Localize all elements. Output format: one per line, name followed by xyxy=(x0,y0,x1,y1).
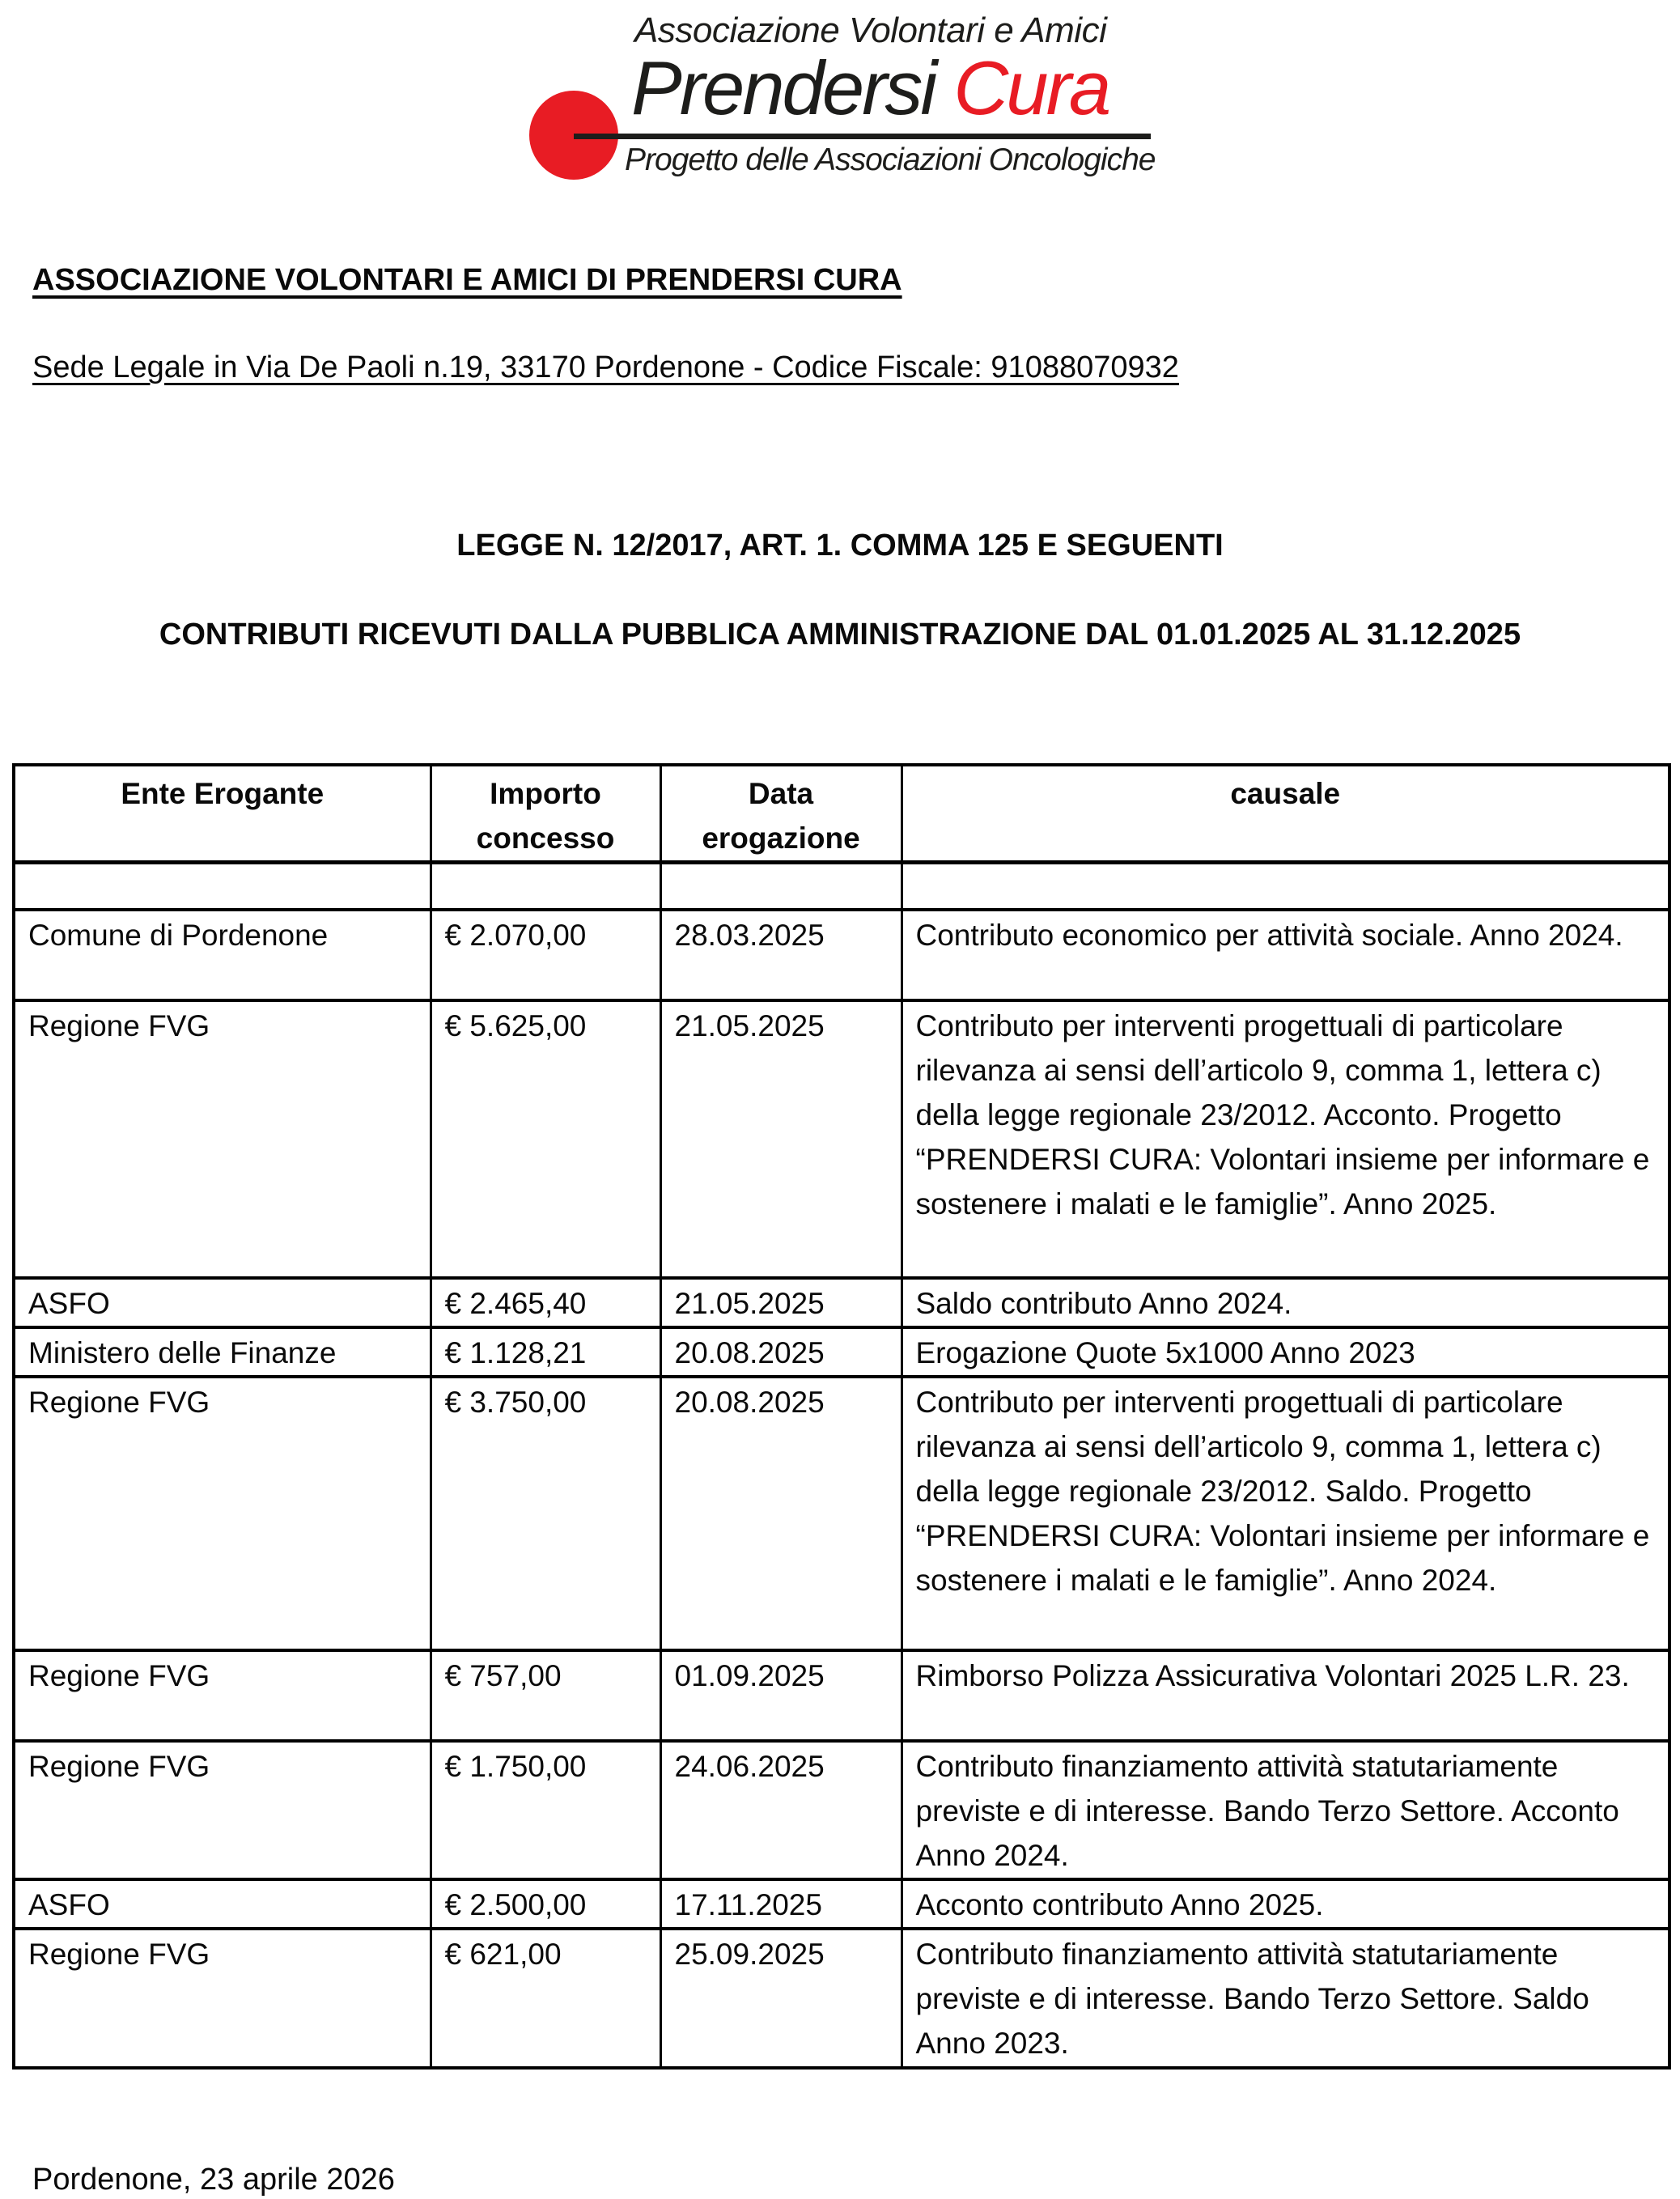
cell-ente: ASFO xyxy=(14,1879,431,1929)
logo-tagline-bottom: Progetto delle Associazioni Oncologiche xyxy=(625,142,1156,177)
column-header-importo-concesso: Importo concesso xyxy=(431,765,660,863)
cell-importo: € 2.465,40 xyxy=(431,1278,660,1327)
cell-causale: Contributo finanziamento attività statutariamente previste e di interesse. Bando Terzo Settore. Saldo Anno 2023. xyxy=(902,1929,1669,2068)
column-header-causale: causale xyxy=(902,765,1669,863)
cell-importo: € 1.128,21 xyxy=(431,1327,660,1377)
table-row xyxy=(14,1377,1669,1650)
cell-importo: € 3.750,00 xyxy=(431,1377,660,1650)
cell-causale: Acconto contributo Anno 2025. xyxy=(902,1879,1669,1929)
table-row xyxy=(14,1879,1669,1929)
cell-data: 20.08.2025 xyxy=(660,1327,902,1377)
org-name-heading: ASSOCIAZIONE VOLONTARI E AMICI DI PRENDERSI CURA xyxy=(32,263,902,297)
cell-causale: Contributo per interventi progettuali di particolare rilevanza ai sensi dell’articolo 9, comma 1, lettera c) della legge regionale 23/2012. Saldo. Progetto “PRENDERSI CURA: Volontari insieme per informare e sostenere i malati e le famiglie”. Anno 2024. xyxy=(902,1377,1669,1650)
column-header-data-erogazione: Data erogazione xyxy=(660,765,902,863)
cell-importo: € 757,00 xyxy=(431,1650,660,1741)
table-row xyxy=(14,1650,1669,1741)
table-row xyxy=(14,910,1669,1000)
cell-causale: Contributo economico per attività sociale. Anno 2024. xyxy=(902,910,1669,1000)
cell-data: 20.08.2025 xyxy=(660,1377,902,1650)
cell-ente: Comune di Pordenone xyxy=(14,910,431,1000)
cell-ente: Ministero delle Finanze xyxy=(14,1327,431,1377)
place-date-line: Pordenone, 23 aprile 2026 xyxy=(32,2162,395,2197)
cell-ente: ASFO xyxy=(14,1278,431,1327)
law-title: LEGGE N. 12/2017, ART. 1. COMMA 125 E SEGUENTI xyxy=(456,529,1224,562)
cell-ente: Regione FVG xyxy=(14,1741,431,1879)
cell-importo: € 2.500,00 xyxy=(431,1879,660,1929)
cell-importo: € 5.625,00 xyxy=(431,1000,660,1278)
logo-wordmark xyxy=(631,46,1109,130)
cell-importo: € 2.070,00 xyxy=(431,910,660,1000)
logo-tagline-top: Associazione Volontari e Amici xyxy=(634,11,1107,50)
cell-causale: Contributo per interventi progettuali di particolare rilevanza ai sensi dell’articolo 9, comma 1, lettera c) della legge regionale 23/2012. Acconto. Progetto “PRENDERSI CURA: Volontari insieme per informare e sostenere i malati e le famiglie”. Anno 2025. xyxy=(902,1000,1669,1278)
table-row xyxy=(14,1000,1669,1278)
cell-ente: Regione FVG xyxy=(14,1377,431,1650)
table-row-empty xyxy=(14,863,1669,910)
cell-data: 25.09.2025 xyxy=(660,1929,902,2068)
contributions-table xyxy=(12,763,1671,2070)
cell-data: 21.05.2025 xyxy=(660,1000,902,1278)
cell-ente: Regione FVG xyxy=(14,1000,431,1278)
cell-importo: € 1.750,00 xyxy=(431,1741,660,1879)
logo-wordmark-dark: Prendersi xyxy=(631,45,954,130)
legal-address-line: Sede Legale in Via De Paoli n.19, 33170 Pordenone - Codice Fiscale: 91088070932 xyxy=(32,350,1179,384)
cell-causale: Erogazione Quote 5x1000 Anno 2023 xyxy=(902,1327,1669,1377)
logo-horizontal-rule xyxy=(574,134,1151,139)
cell-data: 01.09.2025 xyxy=(660,1650,902,1741)
table-header-row xyxy=(14,765,1669,863)
cell-ente: Regione FVG xyxy=(14,1929,431,2068)
association-logo xyxy=(529,11,1156,184)
cell-causale: Saldo contributo Anno 2024. xyxy=(902,1278,1669,1327)
subject-title: CONTRIBUTI RICEVUTI DALLA PUBBLICA AMMINISTRAZIONE DAL 01.01.2025 AL 31.12.2025 xyxy=(159,618,1521,652)
cell-importo: € 621,00 xyxy=(431,1929,660,2068)
cell-data: 28.03.2025 xyxy=(660,910,902,1000)
column-header-ente-erogante: Ente Erogante xyxy=(14,765,431,863)
cell-causale: Contributo finanziamento attività statutariamente previste e di interesse. Bando Terzo Settore. Acconto Anno 2024. xyxy=(902,1741,1669,1879)
cell-ente xyxy=(14,863,431,910)
cell-data: 17.11.2025 xyxy=(660,1879,902,1929)
cell-data: 24.06.2025 xyxy=(660,1741,902,1879)
table-row xyxy=(14,1741,1669,1879)
table-row xyxy=(14,1327,1669,1377)
table-row xyxy=(14,1929,1669,2068)
logo-wordmark-red: Cura xyxy=(953,45,1109,130)
cell-causale: Rimborso Polizza Assicurativa Volontari 2025 L.R. 23. xyxy=(902,1650,1669,1741)
cell-data: 21.05.2025 xyxy=(660,1278,902,1327)
cell-causale xyxy=(902,863,1669,910)
cell-ente: Regione FVG xyxy=(14,1650,431,1741)
table-row xyxy=(14,1278,1669,1327)
cell-importo xyxy=(431,863,660,910)
cell-data xyxy=(660,863,902,910)
